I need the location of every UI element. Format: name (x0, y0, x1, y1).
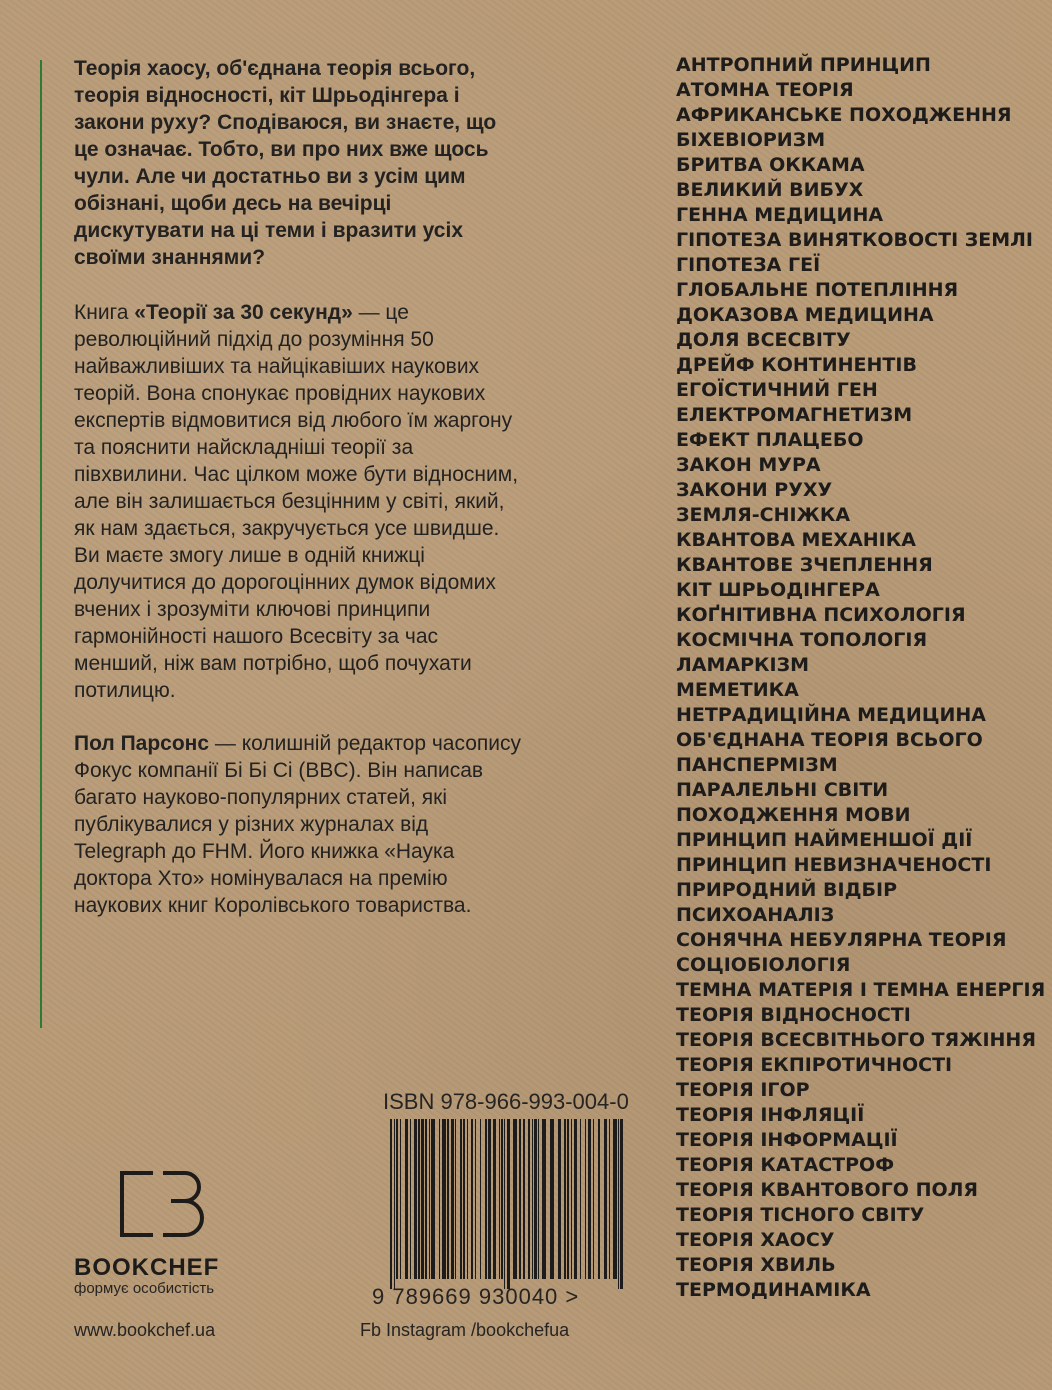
barcode-bar (593, 1119, 594, 1279)
barcode-bar (609, 1119, 610, 1279)
barcode-bar (463, 1119, 465, 1279)
barcode-bar (488, 1119, 491, 1279)
barcode-bar (493, 1119, 496, 1279)
barcode-bar (613, 1119, 617, 1279)
barcode-bar (588, 1119, 591, 1279)
theory-item: КІТ ШРЬОДІНГЕРА (676, 579, 880, 601)
theory-item: ЛАМАРКІЗМ (676, 654, 810, 676)
barcode-bar (442, 1119, 446, 1279)
theory-item: КВАНТОВА МЕХАНІКА (676, 529, 916, 551)
barcode-bar (394, 1119, 395, 1289)
book-description (74, 299, 524, 704)
theory-item: ПОХОДЖЕННЯ МОВИ (676, 804, 911, 826)
barcode-bar (585, 1119, 586, 1279)
theory-item: ЕФЕКТ ПЛАЦЕБО (676, 429, 864, 451)
publisher-name: BOOKCHEF (74, 1254, 220, 1281)
theory-item: ПСИХОАНАЛІЗ (676, 904, 835, 926)
theory-item: ПРИРОДНИЙ ВІДБІР (676, 879, 897, 901)
barcode-bar (410, 1119, 411, 1279)
barcode (388, 1119, 628, 1289)
isbn-text: ISBN 978-966-993-004-0 (383, 1089, 629, 1114)
barcode-bar (475, 1119, 476, 1279)
barcode-bar (431, 1119, 435, 1279)
theory-item: ТЕОРІЯ ЕКПІРОТИЧНОСТІ (676, 1054, 953, 1076)
accent-rule (40, 60, 42, 1028)
theory-item: ГЛОБАЛЬНЕ ПОТЕПЛІННЯ (676, 279, 959, 301)
barcode-bar (523, 1119, 525, 1279)
barcode-bar (425, 1119, 427, 1279)
theory-item: ЗАКОНИ РУХУ (676, 479, 833, 501)
barcode-bar (396, 1119, 398, 1279)
theory-item: ЕГОЇСТИЧНИЙ ГЕН (676, 379, 878, 401)
theory-item: ПРИНЦИП НЕВИЗНАЧЕНОСТІ (676, 854, 992, 876)
theory-item: ТЕРМОДИНАМІКА (676, 1279, 871, 1301)
intro-text: Теорія хаосу, об'єднана теорія всього, теорія відносності, кіт Шрьодінгера і закони руху? Сподіваюся, ви знаєте, що це означає. Тобто, ви про них вже щось чули. Але чи достатньо ви з усім цим обізнані, щоби десь на вечірці дискутувати на ці теми і вразити усіх своїми знаннями? (74, 57, 497, 269)
barcode-bar (405, 1119, 408, 1279)
publisher-tagline: формує особистість (74, 1280, 215, 1297)
barcode-number: 9 789669 930040 > (372, 1284, 580, 1309)
barcode-bar (558, 1119, 561, 1279)
theory-item: ТЕОРІЯ ХАОСУ (676, 1229, 835, 1251)
barcode-bar (429, 1119, 430, 1279)
author-name: Пол Парсонс (74, 732, 210, 755)
theory-item: ТЕОРІЯ ХВИЛЬ (676, 1254, 836, 1276)
barcode-bar (414, 1119, 417, 1279)
theory-item: АНТРОПНИЙ ПРИНЦИП (676, 54, 931, 76)
barcode-bar (564, 1119, 566, 1279)
barcode-bar (480, 1119, 481, 1279)
barcode-bar (620, 1119, 623, 1289)
barcode-bar (499, 1119, 500, 1279)
theory-item: ПАРАЛЕЛЬНІ СВІТИ (676, 779, 889, 801)
barcode-bar (604, 1119, 607, 1279)
theory-item: АТОМНА ТЕОРІЯ (676, 79, 854, 101)
theory-item: ГІПОТЕЗА ВИНЯТКОВОСТІ ЗЕМЛІ (676, 229, 1034, 251)
theory-item: КВАНТОВЕ ЗЧЕПЛЕННЯ (676, 554, 933, 576)
barcode-bar (567, 1119, 569, 1279)
publisher-social-links[interactable]: Fb Instagram /bookchefua (360, 1320, 570, 1340)
barcode-bar (504, 1119, 505, 1289)
barcode-bar (467, 1119, 468, 1279)
barcode-bar (519, 1119, 521, 1279)
barcode-bar (455, 1119, 456, 1279)
theory-item: ТЕОРІЯ ВІДНОСНОСТІ (676, 1004, 911, 1026)
theory-item: ТЕОРІЯ ВСЕСВІТНЬОГО ТЯЖІННЯ (676, 1029, 1036, 1051)
theory-item: ТЕОРІЯ ІГОР (676, 1079, 810, 1101)
barcode-bar (528, 1119, 530, 1279)
book-title: «Теорії за 30 секунд» (134, 301, 353, 324)
barcode-bar (571, 1119, 572, 1279)
theory-item: КОҐНІТИВНА ПСИХОЛОГІЯ (676, 604, 966, 626)
theory-item: ЕЛЕКТРОМАГНЕТИЗМ (676, 404, 913, 426)
barcode-bar (618, 1119, 619, 1289)
theory-item: ПАНСПЕРМІЗМ (676, 754, 838, 776)
theory-item: ТЕОРІЯ ІНФЛЯЦІЇ (676, 1104, 865, 1126)
barcode-bar (538, 1119, 539, 1279)
barcode-bar (534, 1119, 537, 1279)
barcode-bar (439, 1119, 440, 1279)
barcode-bar (460, 1119, 462, 1279)
author-bio-text: — колишній редактор часопису Фокус компанії Бі Бі Сі (BBC). Він написав багато науково-популярних статей, які публікувалися у різних журналах від Telegraph до FHM. Його книжка «Наука доктора Хто» номінувалася на премію наукових книг Королівського товариства. (74, 732, 521, 917)
theory-item: ТЕОРІЯ КАТАСТРОФ (676, 1154, 895, 1176)
theory-item: ГЕННА МЕДИЦИНА (676, 204, 884, 226)
theory-item: ТЕОРІЯ ІНФОРМАЦІЇ (676, 1129, 898, 1151)
barcode-bar (507, 1119, 510, 1289)
barcode-bar (471, 1119, 473, 1279)
theory-item: СОЦІОБІОЛОГІЯ (676, 954, 851, 976)
barcode-bar (485, 1119, 487, 1279)
barcode-bar (418, 1119, 420, 1279)
theory-item: ДОЛЯ ВСЕСВІТУ (676, 329, 851, 351)
description-column (74, 55, 524, 945)
barcode-bar (501, 1119, 503, 1279)
description-lead: Книга (74, 301, 135, 324)
theory-item: ПРИНЦИП НАЙМЕНШОЇ ДІЇ (676, 829, 973, 851)
description-text: — це революційний підхід до розуміння 50 найважливіших та найцікавіших наукових теорій. Вона спонукає провідних наукових експертів відмовитися від любого їм жаргону та пояснити найскладніші теорії за півхвилини. Час цілком може бути відносним, але він залишається безцінним у світі, який, як нам здається, закручується усе швидше. Ви маєте змогу лише в одній книжці долучитися до дорогоцінних думок відомих вчених і зрозуміти ключові принципи гармонійності нашого Всесвіту за час менший, ніж вам потрібно, щоб почухати потилицю. (74, 301, 519, 702)
theory-item: КОСМІЧНА ТОПОЛОГІЯ (676, 629, 928, 651)
barcode-bar (574, 1119, 577, 1279)
theory-item: ОБ'ЄДНАНА ТЕОРІЯ ВСЬОГО (676, 729, 983, 751)
theory-item: ДОКАЗОВА МЕДИЦИНА (676, 304, 934, 326)
theory-item: ТЕОРІЯ ТІСНОГО СВІТУ (676, 1204, 925, 1226)
barcode-bar (550, 1119, 554, 1279)
theory-item: ТЕОРІЯ КВАНТОВОГО ПОЛЯ (676, 1179, 979, 1201)
barcode-bar (421, 1119, 424, 1279)
barcode-bar (598, 1119, 600, 1279)
theory-item: ЗАКОН МУРА (676, 454, 821, 476)
barcode-bar (532, 1119, 533, 1279)
theory-list (676, 53, 1046, 1303)
barcode-bar (390, 1119, 392, 1289)
theory-item: ДРЕЙФ КОНТИНЕНТІВ (676, 354, 917, 376)
author-bio (74, 730, 524, 919)
theory-item: ВЕЛИКИЙ ВИБУХ (676, 179, 864, 201)
barcode-bar (513, 1119, 517, 1279)
barcode-bar (447, 1119, 449, 1279)
theory-item: МЕМЕТИКА (676, 679, 799, 701)
barcode-bar (580, 1119, 581, 1279)
theory-item: БРИТВА ОККАМА (676, 154, 865, 176)
theory-item: ТЕМНА МАТЕРІЯ І ТЕМНА ЕНЕРГІЯ (676, 979, 1046, 1001)
barcode-bar (451, 1119, 454, 1279)
barcode-bar (400, 1119, 401, 1279)
theory-item: НЕТРАДИЦІЙНА МЕДИЦИНА (676, 704, 986, 726)
theory-item: ЗЕМЛЯ-СНІЖКА (676, 504, 851, 526)
theory-item: ГІПОТЕЗА ГЕЇ (676, 254, 821, 276)
theory-item: АФРИКАНСЬКЕ ПОХОДЖЕННЯ (676, 104, 1012, 126)
theory-item: БІХЕВІОРИЗМ (676, 129, 826, 151)
publisher-website-link[interactable]: www.bookchef.ua (74, 1320, 216, 1340)
bookchef-logo-icon (119, 1170, 207, 1238)
theory-item: СОНЯЧНА НЕБУЛЯРНА ТЕОРІЯ (676, 929, 1007, 951)
barcode-bar (542, 1119, 546, 1279)
